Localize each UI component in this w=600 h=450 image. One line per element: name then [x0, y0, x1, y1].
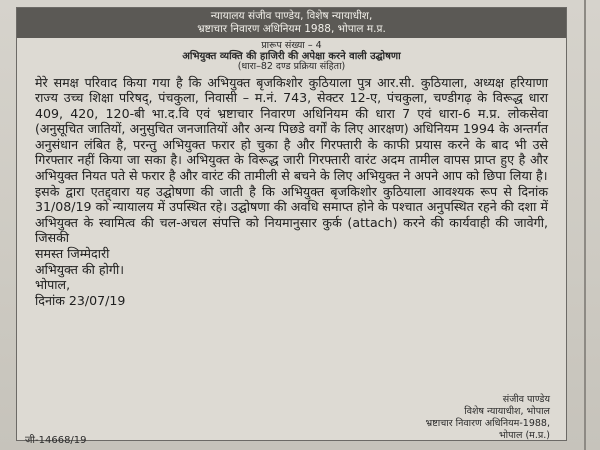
notice-tail [35, 246, 548, 308]
place: भोपाल, [35, 277, 71, 293]
court-notice [16, 7, 567, 446]
form-number: प्रारूप संख्या – 4 [261, 40, 322, 51]
tail-line: समस्त जिम्मेदारी [35, 246, 110, 262]
signatory-name: संजीव पाण्डेय [502, 394, 550, 405]
notice-subheading [17, 41, 566, 73]
date: दिनांक 23/07/19 [35, 292, 126, 308]
notice-body [35, 75, 548, 247]
signature-block [426, 394, 550, 442]
act-location: भ्रष्टाचार निवारण अधिनियम 1988, भोपाल म.प्र. [197, 23, 386, 35]
signatory-designation: विशेष न्यायाधीश, भोपाल [464, 406, 550, 417]
tail-line: अभियुक्त की होगी। [35, 261, 124, 277]
reference-number: जी-14668/19 [25, 435, 87, 446]
signatory-act: भ्रष्टाचार निवारण अधिनियम-1988, [425, 418, 550, 429]
proclamation-title: अभियुक्त व्यक्ति की हाजिरी की अपेक्षा करने वाली उद्घोषणा [182, 50, 401, 62]
notice-header [17, 8, 566, 38]
legal-section: (धारा–82 दण्ड प्रक्रिया संहिता) [237, 61, 346, 72]
signatory-place: भोपाल (म.प्र.) [499, 430, 550, 441]
paragraph-proclamation: इसके द्वारा एतद्द्वारा यह उद्घोषणा की जाती है कि अभियुक्त बृजकिशोर कुठियाला आवश्यक रूप से दिनांक 31/08/19 को न्यायालय में उपस्थित रहे। उद्घोषणा की अवधि समाप्त होने के पश्चात अनुपस्थित रहने की दशा में अभियुक्त के स्वामित्व की चल-अचल संपत्ति को नियमानुसार कुर्क (attach) करने की कार्यवाही की जावेगी, जिसकी [35, 183, 548, 246]
column-divider [584, 0, 586, 450]
court-name: न्यायालय संजीव पाण्डेय, विशेष न्यायाधीश, [210, 10, 373, 22]
paragraph-complaint: मेरे समक्ष परिवाद किया गया है कि अभियुक्त बृजकिशोर कुठियाला पुत्र आर.सी. कुठियाला, अध्यक्ष हरियाणा राज्य उच्च शिक्षा परिषद्, पंचकुला, निवासी – म.नं. 743, सेक्टर 12-ए, पंचकुला, चण्डीगढ़ के विरूद्ध धारा 409, 420, 120-बी भा.द.वि एवं भ्रष्टाचार निवारण अधिनियम की धारा 7 एवं धारा-6 म.प्र. लोकसेवा (अनुसूचित जातियों, अनुसुचित जनजातियों और अन्य पिछडे वर्गों के लिए आरक्षण) अधिनियम 1994 के अन्तर्गत अनुसंधान लंबित है, परन्तु अभियुक्त फरार हो चुका है और गिरफ्तारी के काफी प्रयास करने के बाद भी उसे गिरफ्तार नहीं किया जा सका है। अभियुक्त के विरूद्ध जारी गिरफ्तारी वारंट अदम तामील वापस प्राप्त हुए है और अभियुक्त नियत पते से फरार है और वारंट की तामीली से बचने के लिए अभियुक्त ने अपने आप को छिपा लिया है। [35, 74, 549, 184]
